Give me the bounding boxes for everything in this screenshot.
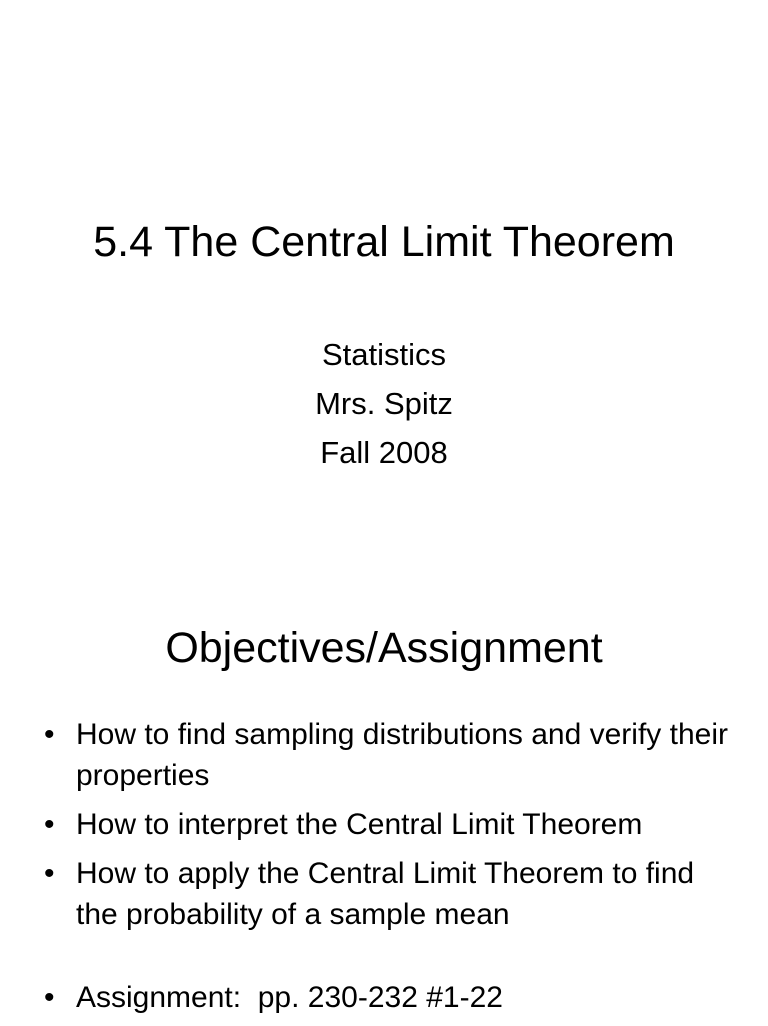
bullet-text: Assignment: pp. 230-232 #1-22 xyxy=(76,981,503,1014)
bullet-text: How to find sampling distributions and verify their properties xyxy=(76,718,728,792)
objectives-slide xyxy=(0,576,768,1024)
objectives-title: Objectives/Assignment xyxy=(165,624,603,672)
slide-title: 5.4 The Central Limit Theorem xyxy=(93,218,675,266)
objectives-list xyxy=(44,714,744,1026)
subtitle-teacher: Mrs. Spitz xyxy=(315,386,453,421)
list-item xyxy=(44,714,744,796)
list-item xyxy=(44,804,744,845)
bullet-icon: • xyxy=(44,718,55,751)
subtitle-term: Fall 2008 xyxy=(320,435,448,470)
bullet-icon: • xyxy=(44,857,55,890)
bullet-icon: • xyxy=(44,808,55,841)
list-item-assignment xyxy=(44,977,744,1018)
bullet-text: How to apply the Central Limit Theorem to find the probability of a sample mean xyxy=(76,857,695,931)
bullet-text: How to interpret the Central Limit Theorem xyxy=(76,808,643,841)
subtitle-course: Statistics xyxy=(321,337,447,372)
slide-subtitle xyxy=(0,330,768,477)
list-item xyxy=(44,853,744,935)
bullet-icon: • xyxy=(44,981,55,1014)
